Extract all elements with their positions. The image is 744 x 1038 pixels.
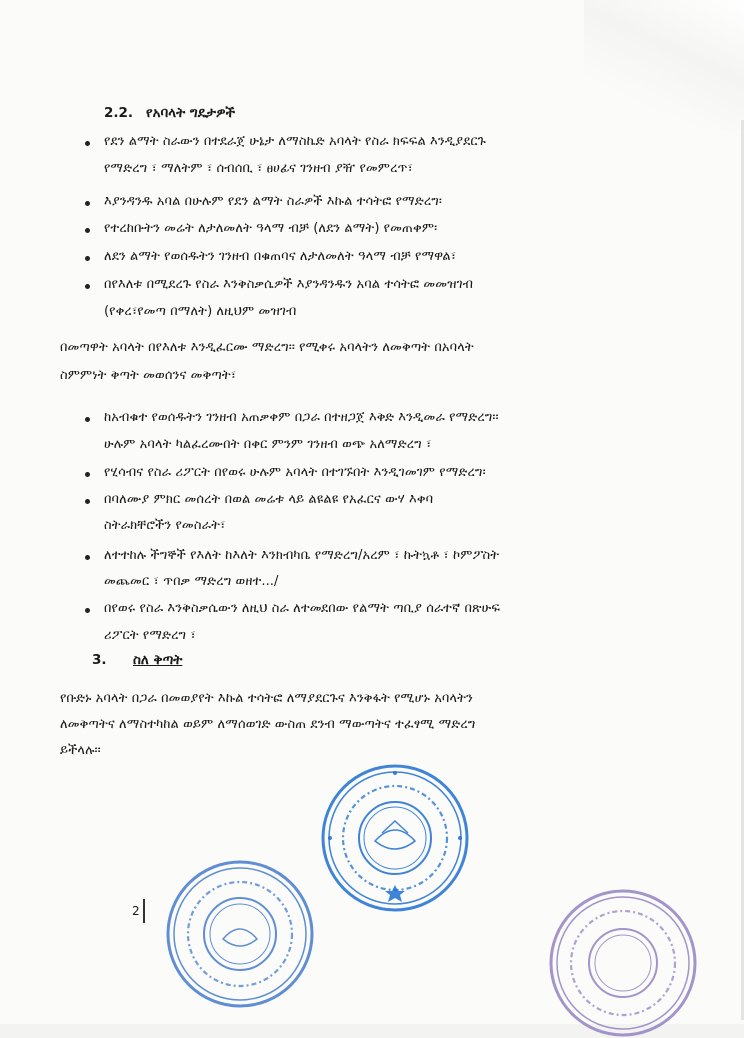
margin-mark bbox=[143, 899, 145, 923]
official-seal-stamp bbox=[320, 763, 470, 913]
paragraph-line: በመጣዋት አባላት በየእለቱ እንዲፈርሙ ማድረግ፡፡ የሚቀሩ አባላትን ለመቅጣት በአባላት bbox=[60, 340, 474, 355]
list-item-line: የተረከቡትን መሬት ለታለመለት ዓላማ ብቻ (ለደን ልማት) የመጠቀም፡ bbox=[104, 221, 438, 236]
section-number: 3. bbox=[92, 652, 107, 668]
list-item-line: በየወሩ የስራ እንቅስቃሴውን ለዚህ ስራ ለተመደበው የልማት ጣቢያ ሰራተኛ በጽሁፍ bbox=[104, 601, 501, 616]
section-number: 2.2. bbox=[104, 105, 134, 121]
bullet-marker bbox=[85, 284, 90, 289]
paragraph-line: ይችላሉ፡፡ bbox=[60, 743, 101, 758]
list-item-line: መጨመር ፣ ጥበቃ ማድረግ ወዘተ.../ bbox=[104, 574, 279, 589]
list-item-line: ከአብቁተ የወሰዱትን ገንዘብ አጠቃቀም በጋራ በተዘጋጀ እቅድ እንዲመራ የማድረግ፡፡ bbox=[104, 410, 499, 425]
list-item-line: ሪፖርት የማድረግ ፣ bbox=[104, 628, 196, 643]
bullet-marker bbox=[85, 555, 90, 560]
bullet-marker bbox=[85, 472, 90, 477]
section-title: ስለ ቅጣት bbox=[133, 652, 183, 668]
bullet-marker bbox=[85, 228, 90, 233]
bullet-marker bbox=[85, 499, 90, 504]
list-item-line: ለተተከሉ ችግኞች የእለት ከእለት እንክብካቤ የማድረግ/አረም ፣ ኩትኳቶ ፣ ኮምፖስት bbox=[104, 548, 500, 563]
paragraph-line: ስምምነት ቅጣት መወሰንና መቅጣት፣ bbox=[60, 368, 237, 383]
section-title: የአባላት ግዴታዎች bbox=[146, 105, 236, 121]
bullet-marker bbox=[85, 256, 90, 261]
bullet-marker bbox=[85, 141, 90, 146]
official-seal-stamp bbox=[165, 859, 315, 1009]
list-item-line: በየእለቱ በሚደረጉ የስራ እንቅስቃሴዎች እያንዳንዱን አባል ተሳትፎ መመዝገብ bbox=[104, 277, 474, 292]
list-item-line: የሂሳብና የስራ ሪፖርት በየወሩ ሁሉም አባላት በተገኙበት እንዲገመገም የማድረግ፡ bbox=[104, 465, 486, 480]
list-item-line: በባለሙያ ምክር መሰረት በወል መሬቱ ላይ ልዩልዩ የአፈርና ውሃ እቀባ bbox=[104, 492, 434, 507]
list-item-line: ሁሉም አባላት ካልፈረሙበት በቀር ምንም ገንዘብ ወጭ አለማድረግ ፣ bbox=[104, 437, 432, 452]
list-item-line: ለደን ልማት የወሰዱትን ገንዘብ በቁጠባና ለታለመለት ዓላማ ብቻ የማዋል፣ bbox=[104, 249, 457, 264]
bullet-marker bbox=[85, 608, 90, 613]
list-item-line: (የቀረ፣የመጣ በማለት) ለዚህም መዝገብ bbox=[104, 304, 297, 319]
paragraph-line: የቡድኑ አባላት በጋራ በመወያየት እኩል ተሳትፎ ለማያደርጉና እንቅፋት የሚሆኑ አባላትን bbox=[60, 691, 473, 706]
paragraph-line: ለመቅጣትና ለማስተካከል ወይም ለማሰወገድ ውስጠ ደንብ ማውጣትና ተፈፃሚ ማድረግ bbox=[60, 717, 476, 732]
list-item-line: የደን ልማት ስራውን በተደራጀ ሁኔታ ለማስኬድ አባላት የስራ ክፍፍል እንዲያደርጉ bbox=[104, 134, 486, 149]
bullet-marker bbox=[85, 417, 90, 422]
list-item-line: እያንዳንዱ አባል በሁሉም የደን ልማት ስራዎች እኩል ተሳትፎ የማድረግ፡ bbox=[104, 194, 443, 209]
bullet-marker bbox=[85, 201, 90, 206]
list-item-line: የማድረግ ፣ ማለትም ፣ ሰብሰቢ ፣ ፀሀፊና ገንዘብ ያዥ የመምረጥ፣ bbox=[104, 161, 413, 176]
page-number: 2 bbox=[132, 904, 140, 918]
page-fold bbox=[584, 0, 744, 130]
official-seal-stamp bbox=[548, 888, 698, 1038]
list-item-line: ስትራክቸሮችን የመስራት፣ bbox=[104, 518, 226, 533]
